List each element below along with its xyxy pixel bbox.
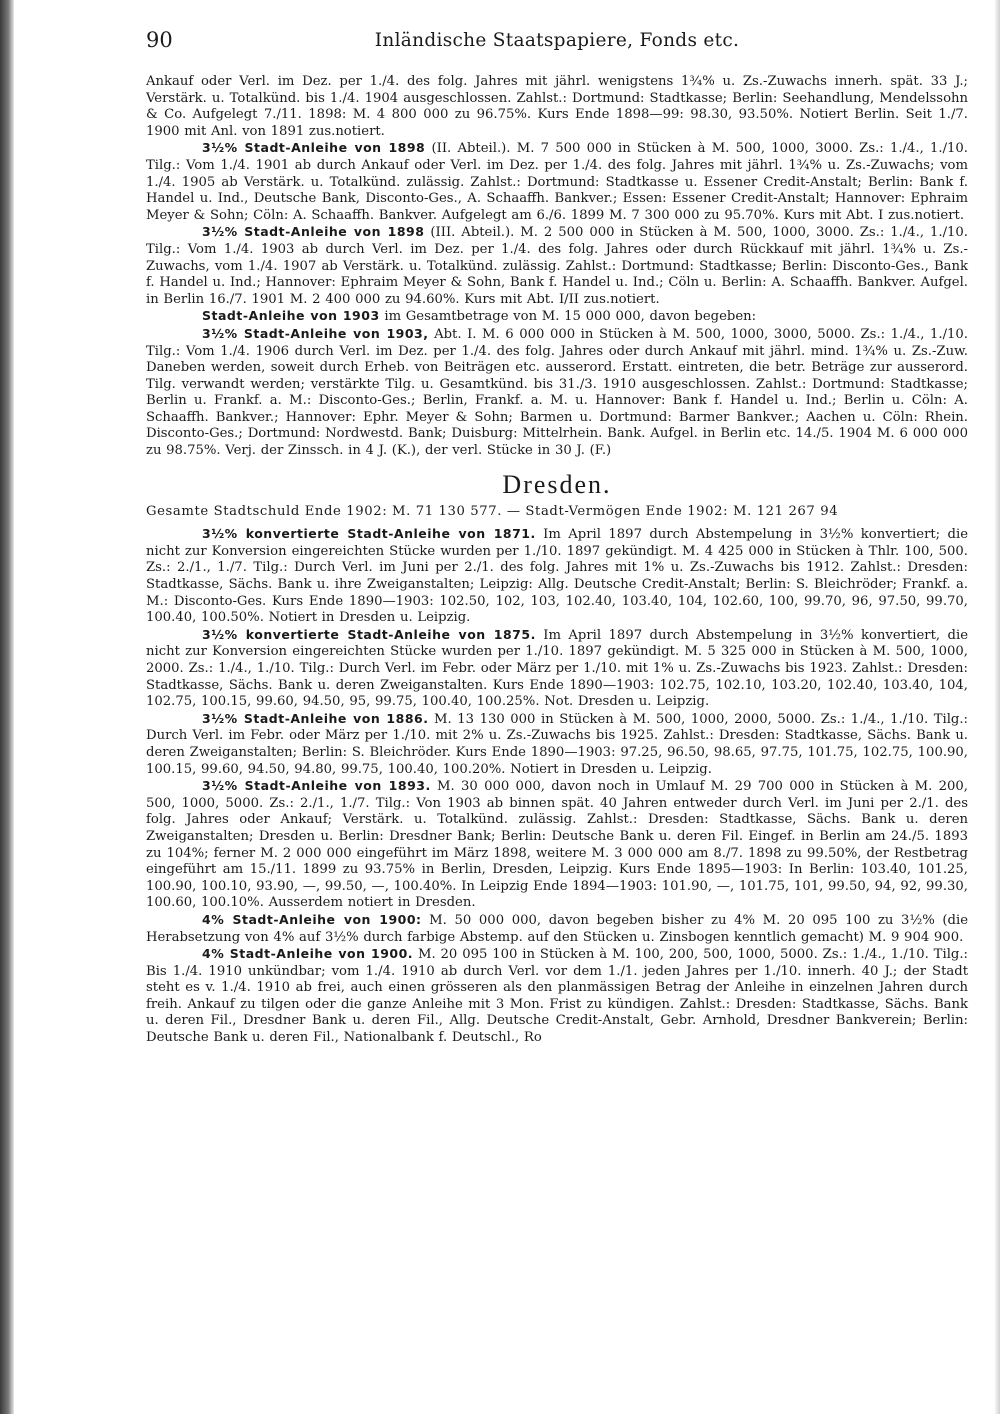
- entry-dresden-1900: [146, 946, 968, 1047]
- entry-dresden-1893: [146, 778, 968, 912]
- entry-title: 3½% Stadt-Anleihe von 1903,: [202, 325, 429, 341]
- entry-dresden-1900-total: [146, 912, 968, 946]
- body-text: [146, 74, 968, 1047]
- section-intro: Gesamte Stadtschuld Ende 1902: M. 71 130 577. — Stadt-Vermögen Ende 1902: M. 121 267 94: [146, 503, 839, 519]
- entry-title: 3½% Stadt-Anleihe von 1886.: [202, 710, 429, 726]
- page-number: 90: [146, 28, 173, 52]
- entry-dortmund-1898-abt3: [146, 224, 968, 308]
- entry-body: Im April 1897 durch Abstempelung in 3½% konvertiert; die nicht zur Konversion eingereichten Stücke wurden per 1./10. 1897 gekündigt. M. 4 425 000 in Stücken à Thlr. 100, 500. Zs.: 2./1., 1./7. Tilg.: Durch Verl. im Juni per 2./1. des folg. Jahres mit 1% u. Zs.-Zuwachs bis 1912. Zahlst.: Dresden: Stadtkasse, Sächs. Bank u. ihre Zweiganstalten; Leipzig: Allg. Deutsche Credit-Anstalt; Berlin: S. Bleichröder; Frankf. a. M.: Disconto-Ges. Kurs Ende 1890—1903: 102.50, 102, 103, 102.40, 103.40, 104, 102.60, 100, 99.70, 96, 97.50, 99.70, 100.40, 100.50%. Notiert in Dresden u. Leipzig.: [146, 527, 968, 626]
- entry-title: 3½% Stadt-Anleihe von 1898: [202, 224, 425, 240]
- entry-body: Im April 1897 durch Abstempelung in 3½% konvertiert, die nicht zur Konversion eingereichten Stücke wurden per 1./10. 1897 gekündigt. M. 5 325 000 in Stücken à M. 500, 1000, 2000. Zs.: 1./4., 1./10. Tilg.: Durch Verl. im Febr. oder März per 1./10. mit 1% u. Zs.-Zuwachs bis 1923. Zahlst.: Dresden: Stadtkasse, Sächs. Bank u. deren Zweiganstalten. Kurs Ende 1890—1903: 102.75, 102.10, 103.20, 102.40, 103.40, 104, 102.75, 100.15, 99.60, 94.50, 95, 99.75, 100.40, 100.25%. Not. Dresden u. Leipzig.: [146, 627, 968, 710]
- entry-body: (III. Abteil.). M. 2 500 000 in Stücken à M. 500, 1000, 3000. Zs.: 1./4., 1./10. Tilg.: Vom 1./4. 1903 ab durch Verl. im Dez. per 1./4. des folg. Jahres oder durch Rückkauf mit jährl. 1¾% u. Zs.-Zuwachs, vom 1./4. 1907 ab Verstärk. u. Totalkünd. zulässig. Zahlst.: Dortmund: Stadtkasse; Berlin: Disconto-Ges., Bank f. Handel u. Ind.; Hannover: Ephraim Meyer & Sohn, Bank f. Handel u. Ind.; Cöln u. Berlin: A. Schaaffh. Bankver. Aufgel. in Berlin 16./7. 1901 M. 2 400 000 zu 94.60%. Kurs mit Abt. I/II zus.notiert.: [146, 225, 969, 307]
- running-head: Inländische Staatspapiere, Fonds etc.: [374, 30, 740, 51]
- entry-body: M. 13 130 000 in Stücken à M. 500, 1000, 2000, 5000. Zs.: 1./4., 1./10. Tilg.: Durch Verl. im Febr. oder März per 1./10. mit 2% u. Zs.-Zuwachs bis 1925. Zahlst.: Dresden: Stadtkasse, Sächs. Bank u. deren Zweiganstalten; Berlin: S. Bleichröder. Kurs Ende 1890—1903: 97.25, 96.50, 98.65, 97.75, 101.75, 102.75, 100.90, 100.15, 99.60, 94.50, 94.80, 99.75, 100.40, 100.20%. Notiert in Dresden u. Leipzig.: [146, 711, 968, 777]
- entry-body: im Gesamtbetrage von M. 15 000 000, davon begeben:: [379, 309, 757, 325]
- entry-body: (II. Abteil.). M. 7 500 000 in Stücken à M. 500, 1000, 3000. Zs.: 1./4., 1./10. Tilg.: Vom 1./4. 1901 ab durch Ankauf oder Verl. im Dez. per 1./4. des folg. Jahres mit jährl. 1¾% u. Zs.-Zuwachs; vom 1./4. 1905 ab Verstärk. u. Totalkünd. zulässig. Zahlst.: Dortmund: Stadtkasse u. Essener Credit-Anstalt; Berlin: Bank f. Handel u. Ind., Deutsche Bank, Disconto-Ges., A. Schaaffh. Bankver.; Essen: Essener Credit-Anstalt; Hannover: Ephraim Meyer & Sohn; Cöln: A. Schaaffh. Bankver. Aufgelegt am 6./6. 1899 M. 7 300 000 zu 95.70%. Kurs mit Abt. I zus.notiert.: [146, 141, 968, 223]
- paragraph-continuation: Ankauf oder Verl. im Dez. per 1./4. des folg. Jahres mit jährl. wenigstens 1¾% u. Zs.-Zuwachs innerh. spät. 33 J.; Verstärk. u. Totalkünd. bis 1./4. 1904 ausgeschlossen. Zahlst.: Dortmund: Stadtkasse; Berlin: Seehandlung, Mendelssohn & Co. Aufgelegt 7./11. 1898: M. 4 800 000 zu 96.75%. Kurs Ende 1898—99: 98.30, 93.50%. Notiert Berlin. Seit 1./7. 1900 mit Anl. von 1891 zus.notiert.: [146, 74, 968, 139]
- scan-edge-right: [994, 0, 1000, 1414]
- entry-body: Abt. I. M. 6 000 000 in Stücken à M. 500, 1000, 3000, 5000. Zs.: 1./4., 1./10. Tilg.: Vom 1./4. 1906 durch Verl. im Dez. per 1./4. des folg. Jahres oder durch Ankauf mit jährl. mind. 1¾% u. Zs.-Zuw. Daneben werden, soweit durch Erheb. von Beiträgen etc. ausserord. Erstatt. eintreten, die betr. Beträge zur ausserord. Tilg. verwandt werden; verstärkte Tilg. u. Gesamtkünd. bis 31./3. 1910 ausgeschlossen. Zahlst.: Dortmund: Stadtkasse; Berlin u. Frankf. a. M.: Disconto-Ges.; Berlin, Frankf. a. M. u. Hannover: Bank f. Handel u. Ind.; Berlin u. Cöln: A. Schaaffh. Bankver.; Hannover: Ephr. Meyer & Sohn; Barmen u. Dortmund: Barmer Bankver.; Aachen u. Cöln: Rhein. Disconto-Ges.; Dortmund: Nordwestd. Bank; Duisburg: Mittelrhein. Bank. Aufgel. in Berlin etc. 14./5. 1904 M. 6 000 000 zu 98.75%. Verj. der Zinssch. in 4 J. (K.), der verl. Stücke in 30 J. (F.): [146, 326, 968, 459]
- entry-dresden-1886: [146, 711, 968, 778]
- entry-title: Stadt-Anleihe von 1903: [202, 308, 380, 324]
- entry-dresden-1871: [146, 526, 968, 627]
- entry-title: 3½% konvertierte Stadt-Anleihe von 1871.: [202, 526, 536, 542]
- entry-dortmund-1898-abt2: [146, 140, 968, 224]
- entry-title: 4% Stadt-Anleihe von 1900.: [202, 946, 414, 962]
- entry-dresden-1875: [146, 627, 968, 711]
- entry-title: 4% Stadt-Anleihe von 1900:: [202, 911, 422, 927]
- entry-title: 3½% Stadt-Anleihe von 1898: [202, 140, 426, 156]
- entry-body: M. 20 095 100 in Stücken à M. 100, 200, 500, 1000, 5000. Zs.: 1./4., 1./10. Tilg.: Bis 1./4. 1910 unkündbar; vom 1./4. 1910 ab durch Verl. vor dem 1./1. jeden Jahres per 1./10. innerh. 40 J.; der Stadt steht es v. 1./4. 1910 ab frei, auch einen grösseren als den planmässigen Betrag der Anleihe in einzelnen Jahren durch freih. Ankauf zu tilgen oder die ganze Anleihe mit 3 Mon. Frist zu kündigen. Zahlst.: Dresden: Stadtkasse, Sächs. Bank u. deren Fil., Dresdner Bank u. deren Fil., Allg. Deutsche Credit-Anstalt, Gebr. Arnhold, Dresdner Bankverein; Berlin: Deutsche Bank u. deren Fil., Nationalbank f. Deutschl., Ro: [146, 947, 968, 1046]
- entry-dortmund-1903-abt1: [146, 326, 968, 460]
- section-heading-dresden: Dresden.: [502, 469, 612, 499]
- entry-dortmund-1903: [146, 308, 968, 326]
- entry-body: M. 30 000 000, davon noch in Umlauf M. 29 700 000 in Stücken à M. 200, 500, 1000, 5000. Zs.: 2./1., 1./7. Tilg.: Von 1903 ab binnen spät. 40 Jahren entweder durch Verl. im Juni per 2./1. des folg. Jahres oder Ankauf; Verstärk. u. Totalkünd. zulässig. Zahlst.: Dresden: Stadtkasse, Sächs. Bank u. deren Zweiganstalten; Dresden u. Berlin: Dresdner Bank; Berlin: Deutsche Bank u. deren Fil. Eingef. in Berlin am 24./5. 1893 zu 104%; ferner M. 2 000 000 eingeführt im März 1898, weitere M. 3 000 000 am 8./7. 1898 zu 99.50%, der Restbetrag eingeführt am 15./11. 1899 zu 93.75% in Berlin, Dresden, Leipzig. Kurs Ende 1895—1903: In Berlin: 103.40, 101.25, 100.90, 100.10, 93.90, —, 99.50, —, 100.40%. In Leipzig Ende 1894—1903: 101.90, —, 101.75, 101, 99.50, 94, 92, 99.30, 100.60, 100.10%. Ausserdem notiert in Dresden.: [146, 779, 968, 911]
- entry-title: 3½% konvertierte Stadt-Anleihe von 1875.: [202, 626, 536, 642]
- page-header: [146, 22, 968, 62]
- document-page: [146, 22, 968, 1047]
- entry-body: M. 50 000 000, davon begeben bisher zu 4% M. 20 095 100 zu 3½% (die Herabsetzung von 4% auf 3½% durch farbige Abstemp. auf den Stücken u. Zinsbogen kenntlich gemacht) M. 9 904 900.: [146, 912, 968, 945]
- entry-title: 3½% Stadt-Anleihe von 1893.: [202, 778, 431, 794]
- scan-edge-left: [0, 0, 14, 1414]
